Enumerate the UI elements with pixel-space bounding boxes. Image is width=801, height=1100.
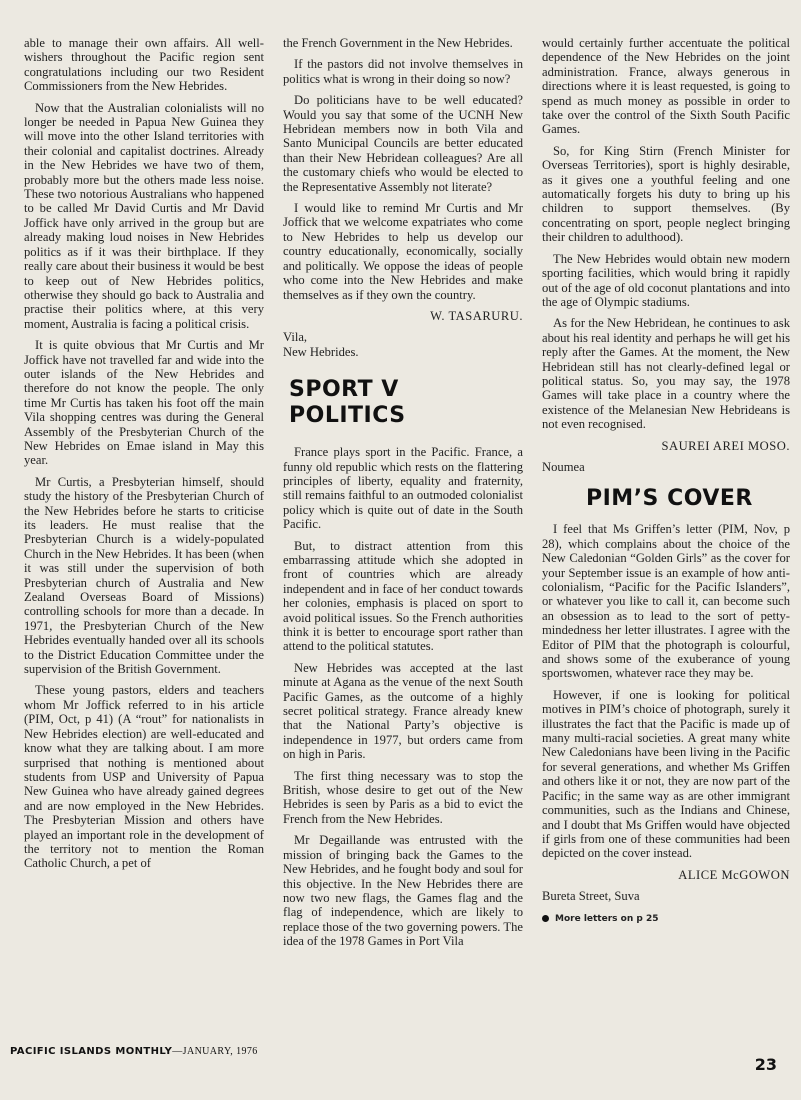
paragraph: Mr Degaillande was entrusted with the mission of bringing back the Games to the New Hebrides, and he fought body and soul for this objective. In the New Hebrides there are now two new flags, the Games flag and the flag of independence, which are likely to replace those of the two governing powers. The idea of the 1978 Games in Port Vila	[283, 833, 523, 949]
column-3	[542, 36, 790, 926]
column-2	[283, 36, 523, 956]
paragraph: France plays sport in the Pacific. France, a funny old republic which rests on the flattering principles of liberty, equality and fraternity, still remains faithful to an outmoded colonialist policy which is quite out of date in the South Pacific.	[283, 445, 523, 532]
address-line: Vila,	[283, 330, 308, 345]
paragraph: Now that the Australian colonialists will no longer be needed in Papua New Guinea they will move into the other Island territories with their colonial and capitalist doctrines. Already in the New Hebrides we have two of them, probably more but the others made less noise. These two notorious Australians who happened to be called Mr David Curtis and Mr David Joffick have only arrived in the group but are already making loud noises in New Hebrides politics as if it was their birthplace. If they really care about their business it would be best to keep out of New Hebrides politics, otherwise they should go back to Australia and practise their politics where, at this very moment, Australia is facing a political crisis.	[24, 100, 264, 331]
section-heading-pims-cover: PIM’S COVER	[586, 486, 753, 512]
more-letters-note	[542, 912, 790, 926]
paragraph: I feel that Ms Griffen’s letter (PIM, Nov, p 28), which complains about the choice of the New Caledonian “Golden Girls” as the cover for your September issue is an example of how anti-colonialism, “Pacific for the Pacific Islanders”, or whatever you like to call it, can become such an obsession as to lead to the sort of petty-mindedness her letter illustrates. I agree with the Editor of PIM that the photograph is colourful, and shows some of the exuberance of young sportswomen, whatever race they may be.	[542, 522, 790, 681]
letter-address	[283, 330, 523, 359]
page-number: 23	[754, 1055, 777, 1074]
address-line: New Hebrides.	[283, 344, 359, 359]
bullet-icon	[542, 915, 549, 922]
paragraph: As for the New Hebridean, he continues to ask about his real identity and perhaps he will get his reply after the Games. At the moment, the New Hebridean still has not clearly-defined legal or political status. So, you may say, the 1978 Games will take place in a country where the existence of the Melanesian New Hebrideans is not even recognised.	[542, 316, 790, 432]
paragraph: Do politicians have to be well educated? Would you say that some of the UCNH New Hebridean members now in both Vila and Santo Municipal Councils are better educated than their New Hebridean colleagues? Are all the customary chiefs who would be elected to the Representative Assembly not literate?	[283, 93, 523, 194]
paragraph: I would like to remind Mr Curtis and Mr Joffick that we welcome expatriates who come to New Hebrides to help us develop our country educationally, economically, socially and politically. We oppose the ideas of people who come into the New Hebrides and make themselves as if they own the country.	[283, 201, 523, 302]
paragraph: able to manage their own affairs. All well-wishers throughout the Pacific region sent congratulations including our two Resident Commissioners from the New Hebrides.	[24, 36, 264, 94]
paragraph: New Hebrides was accepted at the last minute at Agana as the venue of the next South Pacific Games, as the outcome of a highly secret political strategy. France already knew that the National Party’s objective is independence in 1977, but orders came from on high in Paris.	[283, 660, 523, 762]
paragraph: The New Hebrides would obtain new modern sporting facilities, which would bring it rapidly out of the age of old coconut plantations and into the age of Olympic stadiums.	[542, 251, 790, 309]
paragraph: would certainly further accentuate the political dependence of the New Hebrides on the joint administration. France, always generous in directions where it is least requested, is going to spend as much money as possible in order to take over the control of the Sixth South Pacific Games.	[542, 36, 790, 137]
more-letters-label: More letters on p 25	[555, 913, 659, 924]
letter-signature: W. TASARURU.	[430, 308, 523, 323]
paragraph: If the pastors did not involve themselves in politics what is wrong in their doing so now?	[283, 57, 523, 86]
column-1	[24, 36, 264, 878]
paragraph: The first thing necessary was to stop the British, whose desire to get out of the New Hebrides is seen by Paris as a bid to evict the French from the New Hebrides.	[283, 768, 523, 826]
paragraph: It is quite obvious that Mr Curtis and Mr Joffick have not travelled far and wide into the outer islands of the New Hebrides and therefore do not know the people. The only time Mr Curtis has taken his foot off the main Vila shopping centres was during the General Assembly of the Presbyterian Church of the New Hebrides on Emae island in May this year.	[24, 338, 264, 468]
letter-address: Noumea	[542, 459, 585, 474]
letter-signature: SAUREI AREI MOSO.	[661, 438, 790, 453]
paragraph: These young pastors, elders and teachers whom Mr Joffick referred to in his article (PIM, Oct, p 41) (A “rout” for nationalists in New Hebrides election) are well-educated and know what they are talking about. I am more surprised that nothing is mentioned about students from USP and University of Papua New Guinea who have already gained degrees and are now employed in the New Hebrides. The Presbyterian Mission and others have played an important role in the development of the territory not to mention the Roman Catholic Church, a pet of	[24, 683, 264, 871]
paragraph: the French Government in the New Hebrides.	[283, 36, 513, 50]
issue-date: —JANUARY, 1976	[172, 1046, 258, 1057]
paragraph: But, to distract attention from this embarrassing attitude which she adopted in front of countries which are already independent and in face of her conduct towards her colonies, emphasis is placed on sport to avoid political issues. So the French authorities think it is better to encourage sport rather than attend to the political statutes.	[283, 538, 523, 654]
page-footer	[10, 1046, 258, 1057]
letter-address: Bureta Street, Suva	[542, 889, 640, 904]
paragraph: Mr Curtis, a Presbyterian himself, should study the history of the Presbyterian Church of the New Hebrides before he starts to criticise its leaders. He must realise that the Presbyterian Church is a widely-populated Church in the New Hebrides. It has been (when it was still under the supervision of both Presbyterian church of Australia and New Zealand Overseas Board of Missions) controlling schools for more than a decade. In 1971, the Presbyterian Church of the New Hebrides eventually handed over all its schools to the District Education Committee under the supervision of the British Government.	[24, 474, 264, 677]
section-heading-sport-v-politics: SPORT V POLITICS	[289, 377, 406, 429]
paragraph: However, if one is looking for political motives in PIM’s choice of photograph, surely it illustrates the fact that the Pacific is made up of many multi-racial societies. A great many white New Caledonians have been living in the Pacific for several generations, and whether Ms Griffen and others like it or not, they are now part of the Pacific; in the same way as are other immigrant communities, such as the Indians and Chinese, and I doubt that Ms Griffen would have objected if girls from one of these communities had been depicted on the cover instead.	[542, 687, 790, 861]
magazine-name: PACIFIC ISLANDS MONTHLY	[10, 1046, 173, 1057]
paragraph: So, for King Stirn (French Minister for Overseas Territories), sport is highly desirable, as it gives one a youthful feeling and one automatically forgets his duty to bring up his children to support themselves. (By concentrating on sport, people neglect bringing their children to adulthood).	[542, 143, 790, 245]
letter-signature: ALICE McGOWON	[678, 867, 790, 882]
